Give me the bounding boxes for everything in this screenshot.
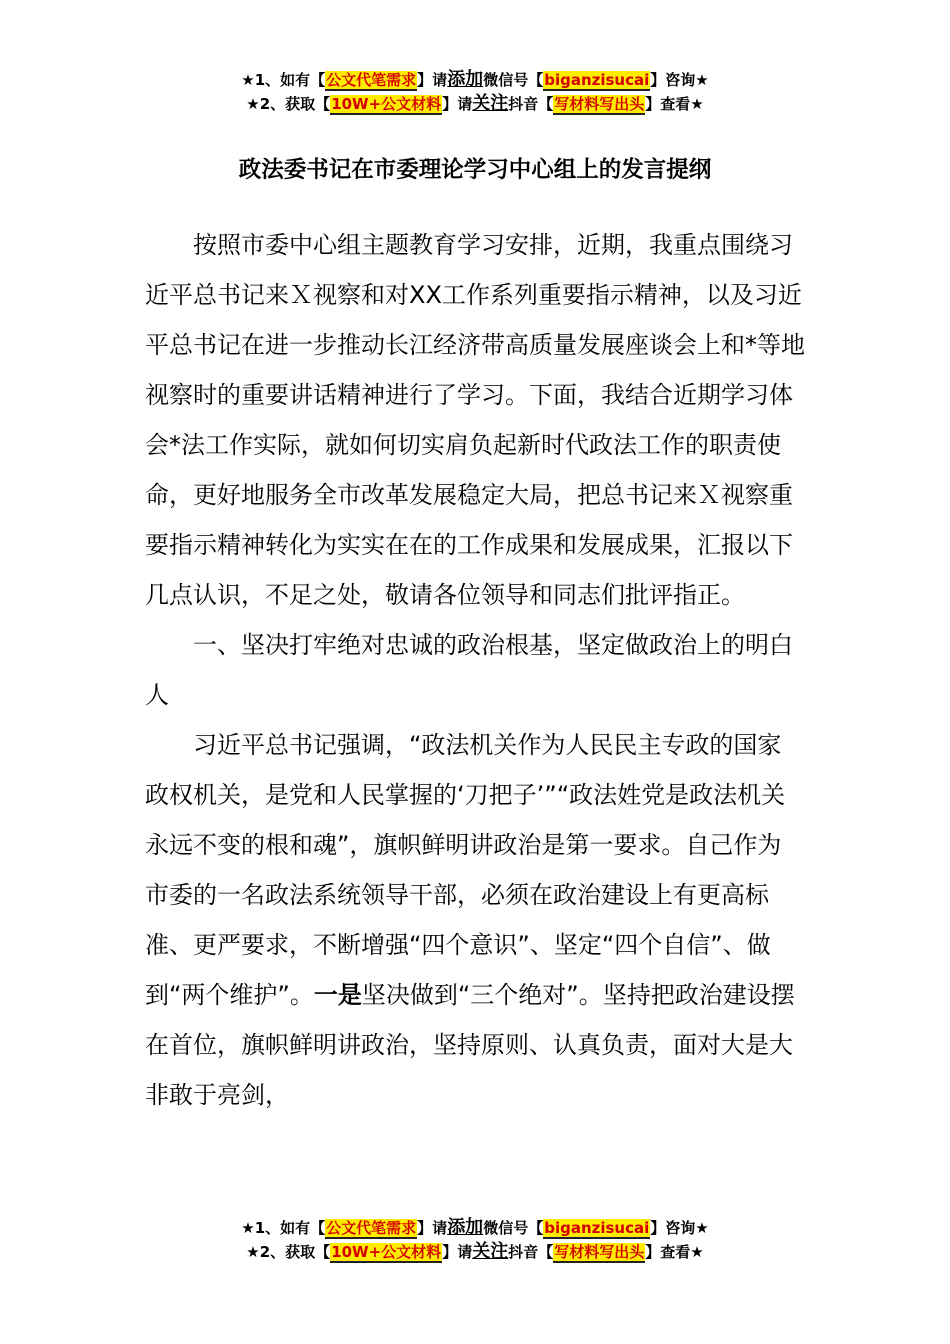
banner-text: 抖音【 (508, 95, 554, 113)
paragraph-text: 习近平总书记强调，“政法机关作为人民民主专政的国家政权机关，是党和人民掌握的‘刀把子’”“政法姓党是政法机关永远不变的根和魂”，旗帜鲜明讲政治是第一要求。自己作为市委的一名政法系统领导干部，必须在政治建设上有更高标准、更严要求，不断增强“四个意识”、坚定“四个自信”、做到“两个维护”。 (145, 731, 786, 1009)
banner-highlight: 写材料写出头 (554, 1243, 645, 1261)
banner-highlight: 10W+公文材料 (331, 1243, 442, 1261)
banner-emphasis: 关注 (472, 93, 509, 114)
paragraph-text: 坚决做到“三个绝对”。坚持把政治建设摆在首位，旗帜鲜明讲政治，坚持原则、认真负责，面对大是大非敢于亮剑， (145, 981, 795, 1109)
banner-emphasis: 添加 (447, 1217, 484, 1238)
banner-line-2 (0, 1240, 950, 1264)
banner-emphasis: 关注 (472, 1241, 509, 1262)
document-body (145, 220, 805, 1120)
banner-highlight: biganzisucai (544, 1219, 650, 1237)
banner-text: 】查看★ (645, 1243, 704, 1261)
banner-text: 】查看★ (645, 95, 704, 113)
banner-text: 】咨询★ (650, 71, 709, 89)
banner-highlight: 10W+公文材料 (331, 95, 442, 113)
banner-highlight: 公文代笔需求 (326, 1219, 417, 1237)
banner-text: 微信号【 (483, 71, 544, 89)
banner-highlight: 写材料写出头 (554, 95, 645, 113)
bold-marker: 一是 (313, 981, 362, 1009)
banner-text: 】请 (417, 71, 448, 89)
banner-highlight: biganzisucai (544, 71, 650, 89)
banner-highlight: 公文代笔需求 (326, 71, 417, 89)
banner-emphasis: 添加 (447, 69, 484, 90)
paragraph-section-1 (145, 720, 805, 1120)
banner-text: 抖音【 (508, 1243, 554, 1261)
banner-text: ★1、如有【 (241, 1219, 326, 1237)
banner-text: 】咨询★ (650, 1219, 709, 1237)
banner-line-1 (0, 68, 950, 92)
banner-text: 】请 (442, 95, 473, 113)
banner-text: 微信号【 (483, 1219, 544, 1237)
banner-text: ★1、如有【 (241, 71, 326, 89)
banner-text: ★2、获取【 (246, 1243, 331, 1261)
document-title: 政法委书记在市委理论学习中心组上的发言提纲 (238, 157, 712, 183)
banner-line-2 (0, 92, 950, 116)
banner-line-1 (0, 1216, 950, 1240)
banner-text: ★2、获取【 (246, 95, 331, 113)
header-banner (0, 68, 950, 116)
banner-text: 】请 (442, 1243, 473, 1261)
footer-banner (0, 1216, 950, 1264)
banner-text: 】请 (417, 1219, 448, 1237)
paragraph-intro: 按照市委中心组主题教育学习安排，近期，我重点围绕习近平总书记来Ｘ视察和对XX工作系列重要指示精神，以及习近平总书记在进一步推动长江经济带高质量发展座谈会上和*等地视察时的重要讲话精神进行了学习。下面，我结合近期学习体会*法工作实际，就如何切实肩负起新时代政法工作的职责使命，更好地服务全市改革发展稳定大局，把总书记来Ｘ视察重要指示精神转化为实实在在的工作成果和发展成果，汇报以下几点认识，不足之处，敬请各位领导和同志们批评指正。 (145, 231, 805, 609)
section-heading-1: 一、坚决打牢绝对忠诚的政治根基，坚定做政治上的明白人 (145, 631, 793, 709)
